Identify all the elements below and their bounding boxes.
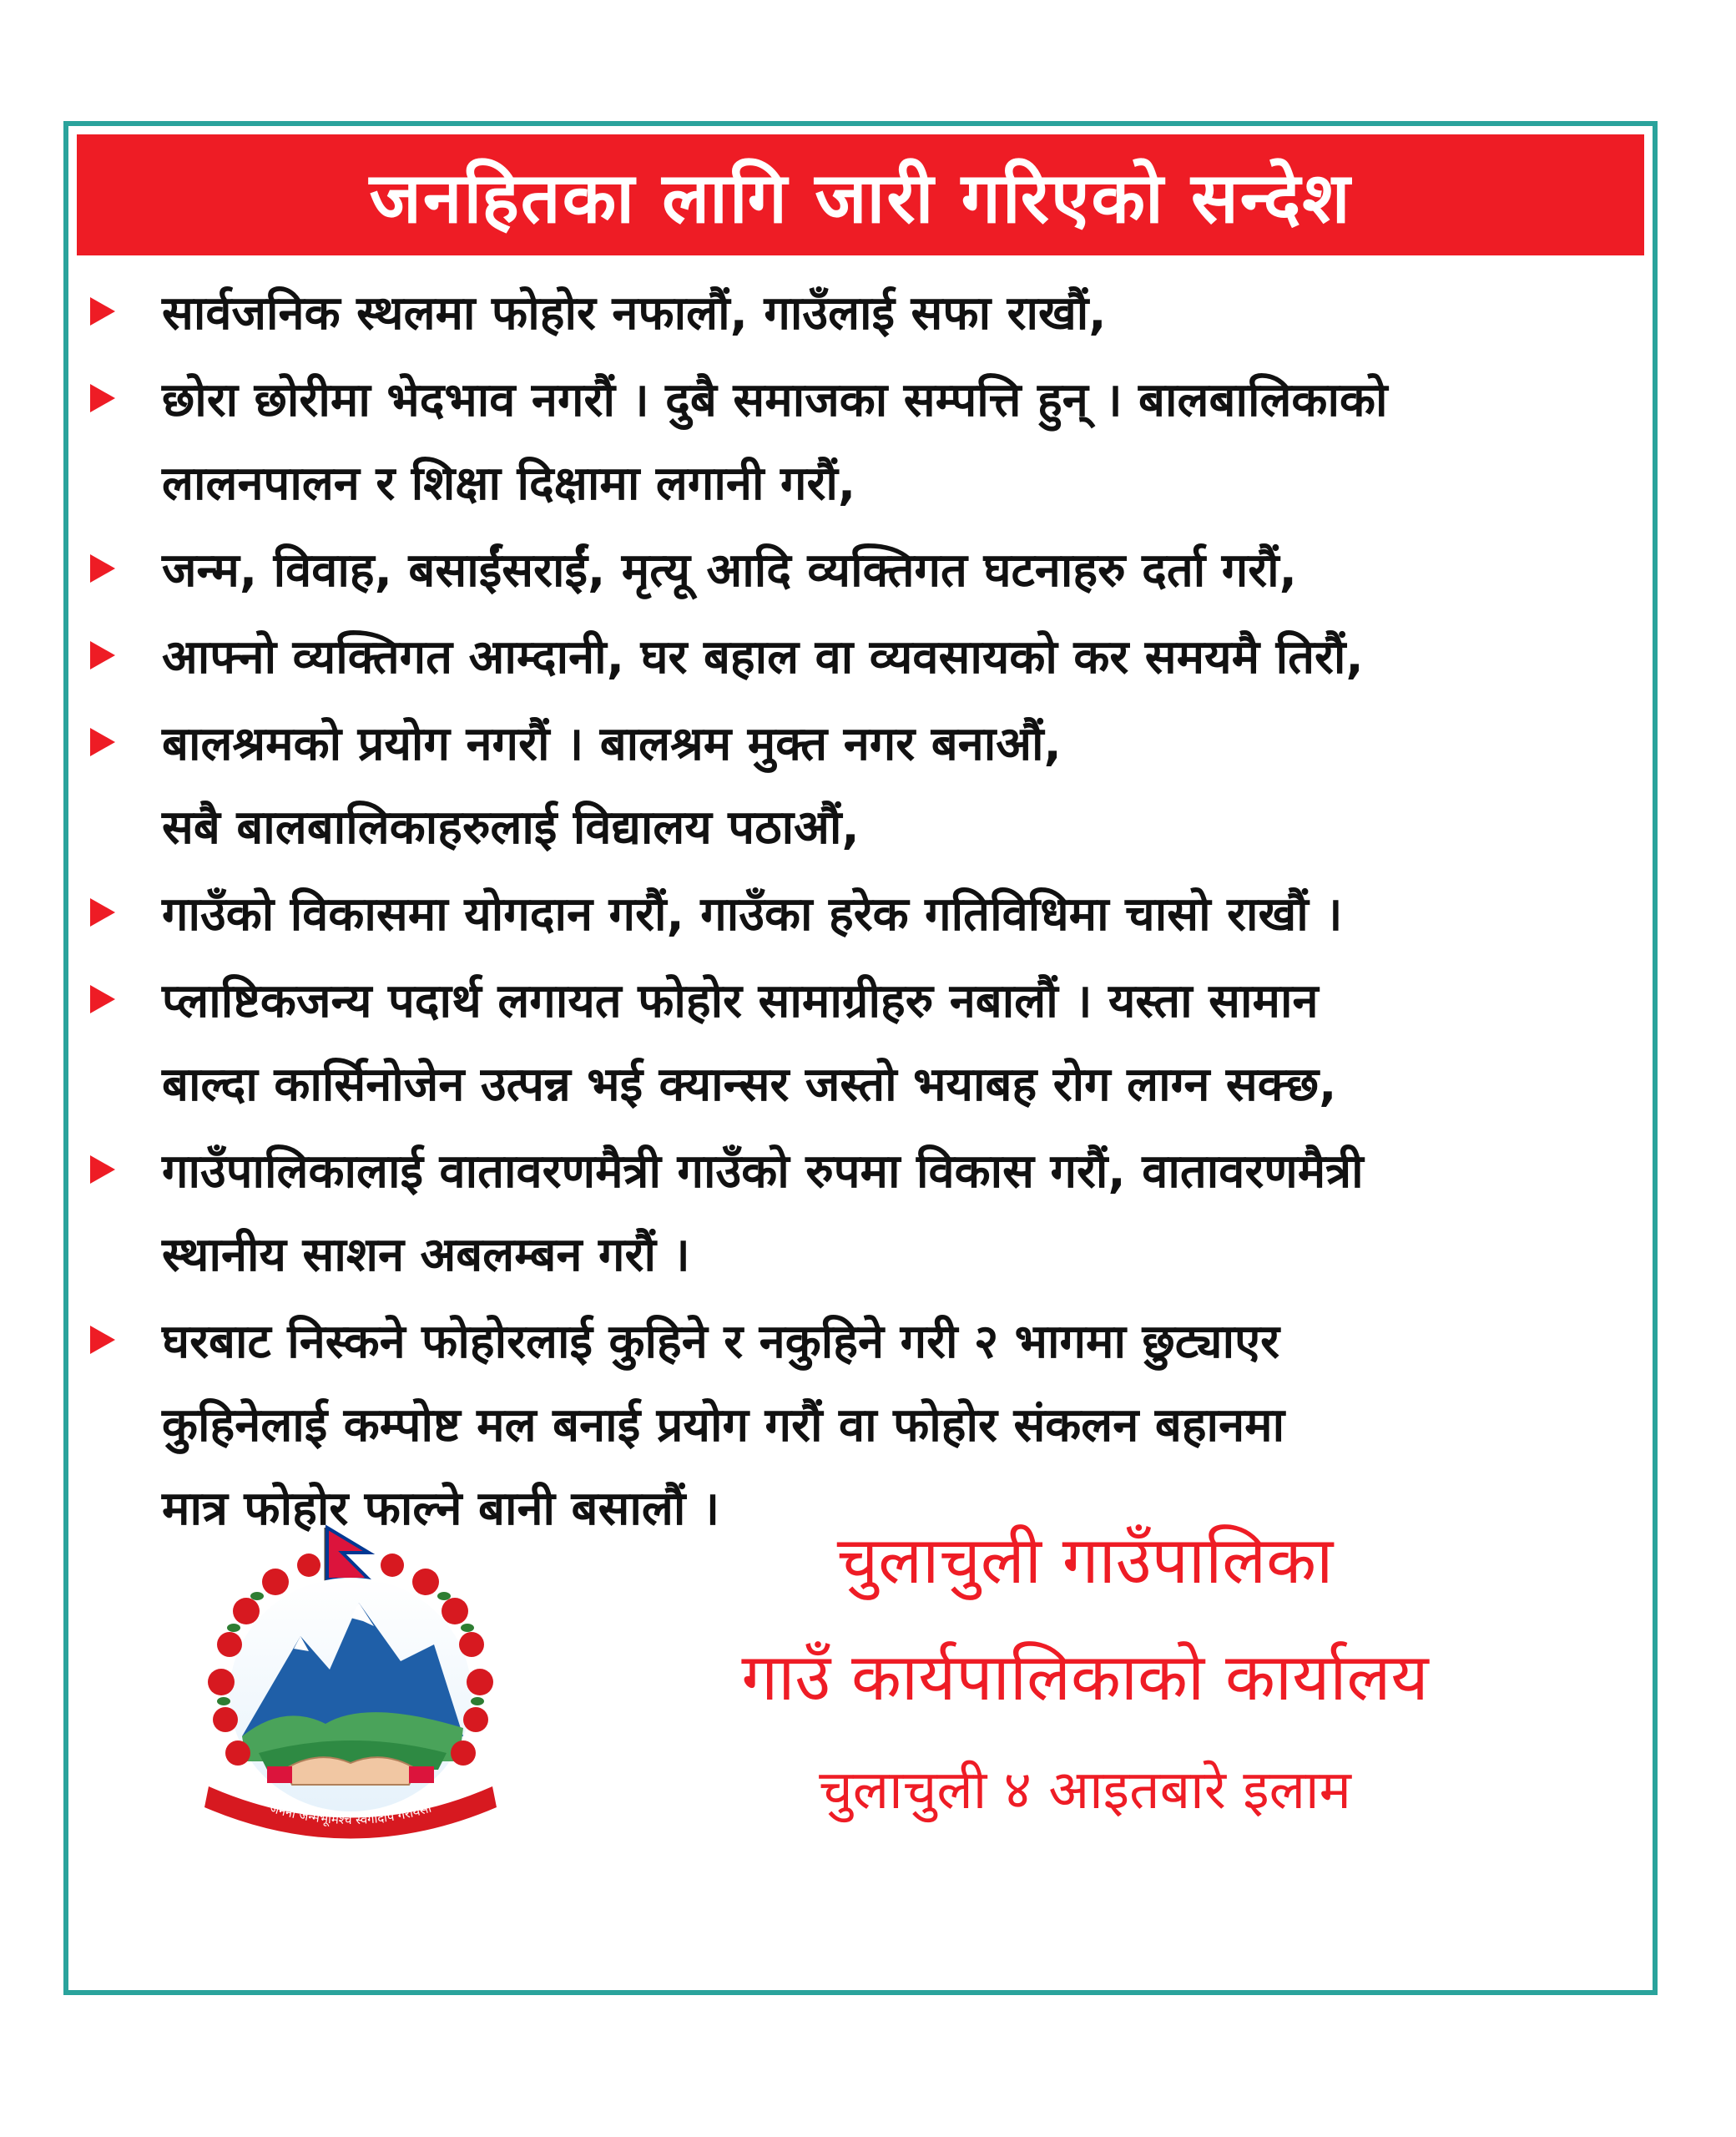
message-line: लालनपालन र शिक्षा दिक्षामा लगानी गरौं,: [162, 457, 856, 511]
office-address: चुलाचुली ४ आइतबारे इलाम: [819, 1760, 1351, 1821]
message-line: गाउँपालिकालाई वातावरणमैत्री गाउँको रुपमा विकास गरौं, वातावरणमैत्री: [162, 1144, 1364, 1199]
office-name: गाउँ कार्यपालिकाको कार्यालय: [741, 1640, 1429, 1715]
red-triangle-bullet-icon: [90, 898, 115, 927]
message-line: बाल्दा कार्सिनोजेन उत्पन्न भई क्यान्सर जस्तो भयाबह रोग लाग्न सक्छ,: [162, 1058, 1337, 1112]
red-triangle-bullet-icon: [90, 384, 115, 412]
message-line: छोरा छोरीमा भेदभाव नगरौं । दुबै समाजका सम्पत्ति हुन् । बालबालिकाको: [162, 373, 1388, 427]
message-item: [85, 272, 1628, 356]
flag-icon: [326, 1528, 369, 1586]
message-item: [85, 359, 1628, 526]
red-triangle-bullet-icon: [90, 554, 115, 583]
red-triangle-bullet-icon: [90, 985, 115, 1013]
message-line: सबै बालबालिकाहरुलाई विद्यालय पठाऔं,: [162, 801, 860, 855]
message-item: [85, 873, 1628, 957]
title-banner: [77, 134, 1644, 255]
message-line: प्लाष्टिकजन्य पदार्थ लगायत फोहोर सामाग्रीहरु नबालौं । यस्ता सामान: [162, 974, 1319, 1028]
message-line: जन्म, विवाह, बसाईंसराईं, मृत्यू आदि व्यक्तिगत घटनाहरु दर्ता गरौं,: [162, 543, 1297, 598]
red-triangle-bullet-icon: [90, 728, 115, 756]
municipality-name: चुलाचुली गाउँपालिका: [836, 1523, 1334, 1599]
message-item: [85, 1130, 1628, 1297]
nepal-emblem-icon: [184, 1519, 517, 1853]
red-triangle-bullet-icon: [90, 641, 115, 669]
message-line: घरबाट निस्कने फोहोरलाई कुहिने र नकुहिने गरी २ भागमा छुट्याएर: [162, 1315, 1279, 1369]
red-triangle-bullet-icon: [90, 1326, 115, 1354]
emblem-motto: जननी जन्मभूमिश्च स्वर्गादपि गरीयसी: [268, 1800, 433, 1828]
notice-title: जनहितका लागि जारी गरिएको सन्देश: [369, 157, 1352, 239]
message-line: आफ्नो व्यक्तिगत आम्दानी, घर बहाल वा व्यवसायको कर समयमै तिरौं,: [162, 630, 1364, 685]
red-triangle-bullet-icon: [90, 297, 115, 326]
message-item: [85, 616, 1628, 700]
message-line: मात्र फोहोर फाल्ने बानी बसालौं ।: [162, 1482, 720, 1536]
message-item: [85, 703, 1628, 870]
office-signature: [601, 1503, 1569, 1845]
message-item: [85, 960, 1628, 1127]
message-line: बालश्रमको प्रयोग नगरौं । बालश्रम मुक्त नगर बनाऔं,: [162, 717, 1062, 771]
message-line: गाउँको विकासमा योगदान गरौं, गाउँका हरेक गतिविधिमा चासो राखौं ।: [162, 887, 1343, 942]
message-line: कुहिनेलाई कम्पोष्ट मल बनाई प्रयोग गरौं वा फोहोर संकलन बहानमा: [162, 1398, 1285, 1452]
message-line: सार्वजनिक स्थलमा फोहोर नफालौं, गाउँलाई सफा राखौं,: [162, 286, 1107, 341]
red-triangle-bullet-icon: [90, 1155, 115, 1184]
message-line: स्थानीय साशन अबलम्बन गरौं ।: [162, 1228, 690, 1282]
message-item: [85, 529, 1628, 613]
message-list: [85, 272, 1628, 1554]
